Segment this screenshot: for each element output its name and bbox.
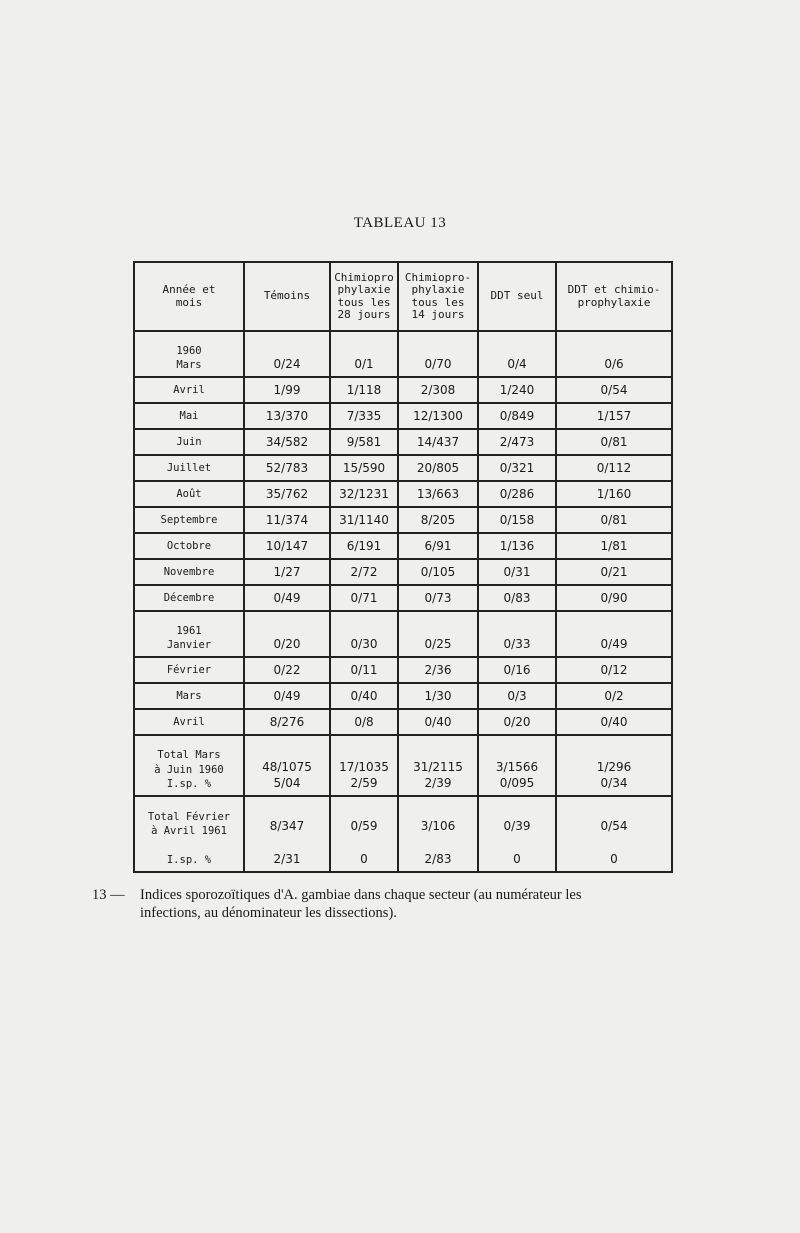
table-row <box>134 507 672 533</box>
value-cell: 1/136 <box>478 533 556 559</box>
value-cell: 1/81 <box>556 533 672 559</box>
table-row <box>134 585 672 611</box>
value-cell: 1/240 <box>478 377 556 403</box>
value-cell: 0/105 <box>398 559 478 585</box>
month-cell: Avril <box>134 709 244 735</box>
value-cell: 31/2115 2/39 <box>398 735 478 796</box>
month-cell: Total Février à Avril 1961 I.sp. % <box>134 796 244 872</box>
table-row <box>134 429 672 455</box>
value-cell: 1/30 <box>398 683 478 709</box>
month-cell: Octobre <box>134 533 244 559</box>
value-cell: 9/581 <box>330 429 398 455</box>
value-cell: 0/8 <box>330 709 398 735</box>
month-cell: Novembre <box>134 559 244 585</box>
value-cell: 0/158 <box>478 507 556 533</box>
value-cell: 0/1 <box>330 331 398 377</box>
value-cell: 2/473 <box>478 429 556 455</box>
value-cell: 1/27 <box>244 559 330 585</box>
month-cell: Mars <box>134 683 244 709</box>
value-cell: 0/71 <box>330 585 398 611</box>
value-cell: 34/582 <box>244 429 330 455</box>
value-cell: 1/157 <box>556 403 672 429</box>
table-row <box>134 403 672 429</box>
table-row <box>134 533 672 559</box>
caption-number: 13 — <box>92 887 125 903</box>
caption-line-1: Indices sporozoïtiques d'A. gambiae dans chaque secteur (au numérateur les <box>140 887 582 903</box>
value-cell: 48/1075 5/04 <box>244 735 330 796</box>
month-cell: Mai <box>134 403 244 429</box>
value-cell: 0/33 <box>478 611 556 657</box>
value-cell: 0/25 <box>398 611 478 657</box>
value-cell: 0/12 <box>556 657 672 683</box>
value-cell: 13/370 <box>244 403 330 429</box>
value-cell: 0/70 <box>398 331 478 377</box>
month-cell: Août <box>134 481 244 507</box>
table-row <box>134 331 672 377</box>
value-cell: 0/112 <box>556 455 672 481</box>
value-cell: 0/849 <box>478 403 556 429</box>
value-cell: 7/335 <box>330 403 398 429</box>
table-row <box>134 559 672 585</box>
month-cell: Juin <box>134 429 244 455</box>
value-cell: 31/1140 <box>330 507 398 533</box>
value-cell: 2/72 <box>330 559 398 585</box>
value-cell: 13/663 <box>398 481 478 507</box>
header-row <box>134 262 672 331</box>
value-cell: 0/54 0 <box>556 796 672 872</box>
value-cell: 1/99 <box>244 377 330 403</box>
value-cell: 0/31 <box>478 559 556 585</box>
column-header: DDT seul <box>478 262 556 331</box>
value-cell: 10/147 <box>244 533 330 559</box>
value-cell: 12/1300 <box>398 403 478 429</box>
value-cell: 0/20 <box>244 611 330 657</box>
value-cell: 0/30 <box>330 611 398 657</box>
value-cell: 3/106 2/83 <box>398 796 478 872</box>
value-cell: 8/347 2/31 <box>244 796 330 872</box>
column-header: Année et mois <box>134 262 244 331</box>
caption-line-2: infections, au dénominateur les dissections). <box>140 905 397 921</box>
value-cell: 0/3 <box>478 683 556 709</box>
value-cell: 17/1035 2/59 <box>330 735 398 796</box>
value-cell: 6/91 <box>398 533 478 559</box>
value-cell: 0/24 <box>244 331 330 377</box>
value-cell: 0/6 <box>556 331 672 377</box>
month-cell: Avril <box>134 377 244 403</box>
value-cell: 0/54 <box>556 377 672 403</box>
value-cell: 14/437 <box>398 429 478 455</box>
value-cell: 2/308 <box>398 377 478 403</box>
value-cell: 1/118 <box>330 377 398 403</box>
value-cell: 6/191 <box>330 533 398 559</box>
value-cell: 0/81 <box>556 507 672 533</box>
value-cell: 0/2 <box>556 683 672 709</box>
value-cell: 0/73 <box>398 585 478 611</box>
table-row <box>134 481 672 507</box>
month-cell: Septembre <box>134 507 244 533</box>
value-cell: 8/276 <box>244 709 330 735</box>
value-cell: 0/20 <box>478 709 556 735</box>
month-cell: 1960 Mars <box>134 331 244 377</box>
value-cell: 32/1231 <box>330 481 398 507</box>
table-row <box>134 657 672 683</box>
value-cell: 0/49 <box>244 585 330 611</box>
table-title: TABLEAU 13 <box>353 215 447 231</box>
value-cell: 0/40 <box>330 683 398 709</box>
value-cell: 0/21 <box>556 559 672 585</box>
value-cell: 1/296 0/34 <box>556 735 672 796</box>
table-row <box>134 796 672 872</box>
month-cell: Juillet <box>134 455 244 481</box>
value-cell: 0/49 <box>556 611 672 657</box>
value-cell: 0/11 <box>330 657 398 683</box>
value-cell: 0/59 0 <box>330 796 398 872</box>
table-row <box>134 611 672 657</box>
data-table <box>133 261 673 873</box>
month-cell: 1961 Janvier <box>134 611 244 657</box>
column-header: Chimiopro phylaxie tous les 28 jours <box>330 262 398 331</box>
value-cell: 0/83 <box>478 585 556 611</box>
value-cell: 0/22 <box>244 657 330 683</box>
table-row <box>134 455 672 481</box>
value-cell: 35/762 <box>244 481 330 507</box>
value-cell: 52/783 <box>244 455 330 481</box>
value-cell: 11/374 <box>244 507 330 533</box>
value-cell: 0/39 0 <box>478 796 556 872</box>
column-header: DDT et chimio- prophylaxie <box>556 262 672 331</box>
value-cell: 0/49 <box>244 683 330 709</box>
table-row <box>134 377 672 403</box>
value-cell: 0/286 <box>478 481 556 507</box>
value-cell: 0/321 <box>478 455 556 481</box>
column-header: Témoins <box>244 262 330 331</box>
value-cell: 0/90 <box>556 585 672 611</box>
table-caption <box>92 886 712 922</box>
month-cell: Total Mars à Juin 1960 I.sp. % <box>134 735 244 796</box>
value-cell: 2/36 <box>398 657 478 683</box>
value-cell: 20/805 <box>398 455 478 481</box>
table-row <box>134 709 672 735</box>
value-cell: 0/40 <box>556 709 672 735</box>
value-cell: 1/160 <box>556 481 672 507</box>
value-cell: 0/4 <box>478 331 556 377</box>
value-cell: 15/590 <box>330 455 398 481</box>
month-cell: Février <box>134 657 244 683</box>
value-cell: 0/40 <box>398 709 478 735</box>
value-cell: 8/205 <box>398 507 478 533</box>
value-cell: 0/81 <box>556 429 672 455</box>
column-header: Chimiopro- phylaxie tous les 14 jours <box>398 262 478 331</box>
value-cell: 0/16 <box>478 657 556 683</box>
month-cell: Décembre <box>134 585 244 611</box>
value-cell: 3/1566 0/095 <box>478 735 556 796</box>
table-row <box>134 735 672 796</box>
table-row <box>134 683 672 709</box>
